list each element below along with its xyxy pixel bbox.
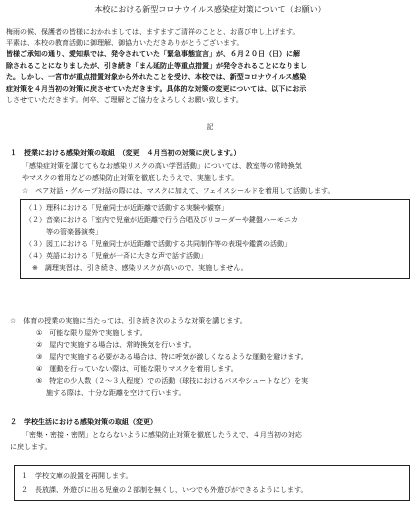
- box-item: ※ 調理実習は、引き続き、感染リスクが高いので、実施しません。: [25, 264, 248, 272]
- section2-text: に戻します。: [10, 443, 52, 451]
- page-title: 本校における新型コロナウイルス感染症対策について（お願い）: [94, 5, 326, 14]
- pe-lead: ☆ 体育の授業の実施に当たっては、引き続き次のような対策を講じます。: [10, 317, 247, 325]
- section1-text: 「感染症対策を講じてもなお感染リスクの高い学習活動」については、教室等の常時換気: [22, 162, 302, 170]
- section1-box: [20, 199, 410, 279]
- intro-line: 症対策を４月当初の対策に戻させていただきます。具体的な対策の変更については、以下にお示: [6, 85, 307, 93]
- box-item: ２ 長放課、外遊びに出る児童の２部制を無くし、いつでも外遊びができるようにします。: [21, 486, 308, 494]
- intro-line: 皆様ご承知の通り、愛知県では、発令されていた「緊急事態宣言」が、６月２０日（日）に解: [6, 50, 300, 58]
- pe-item: ② 屋内で実施する場合は、常時換気を行います。: [36, 341, 196, 349]
- box-item: （１）理科における「児童同士が近距離で活動する実験や観察」: [25, 204, 228, 212]
- section2-box: [14, 465, 410, 501]
- section1-note: ☆ ペア対話・グループ対話の際には、マスクに加えて、フェイスシールドを着用して活動します。: [22, 187, 335, 195]
- box-item: 等の管楽器演奏」: [25, 228, 102, 236]
- intro-line: しさせていただきます。何卒、ご理解とご協力をよろしくお願い致します。: [6, 96, 243, 104]
- box-item: （４）英語における「児童が一斉に大きな声で話す活動」: [25, 252, 207, 260]
- box-item: （３）図工における「児童同士が近距離で活動する共同制作等の表現や鑑賞の活動」: [25, 240, 291, 248]
- section1-heading: １ 授業における感染対策の取組 （変更 ４月当初の対策に戻します。）: [10, 149, 241, 157]
- ki-label: 記: [206, 123, 214, 131]
- box-item: （２）音楽における「室内で児童が近距離で行う合唱及びリコーダーや鍵盤ハーモニカ: [25, 216, 298, 224]
- pe-item: ① 可能な限り屋外で実施します。: [36, 329, 147, 337]
- pe-item: 施する際は、十分な距離を空けて行います。: [46, 389, 186, 397]
- pe-item: ③ 屋内で実施する必要がある場合は、特に呼気が激しくなるような運動を避けます。: [36, 353, 308, 361]
- section1-text: やマスクの着用などの感染防止対策を徹底したうえで、実施します。: [22, 174, 239, 182]
- box-item: １ 学校文庫の設置を再開します。: [21, 472, 133, 480]
- intro-line: 梅雨の候、保護者の皆様におかれましては、ますますご清祥のことと、お喜び申し上げます。: [6, 28, 300, 36]
- intro-line: た。しかし、一宮市が重点措置対象から外れたことを受け、本校では、新型コロナウイルス感染: [6, 73, 307, 81]
- intro-line: 平素は、本校の教育活動に御理解、御協力いただきありがとうございます。: [6, 39, 244, 47]
- pe-item: ⑤ 特定の少人数（２～３人程度）での活動（球技におけるパスやシュートなど）を実: [36, 377, 309, 385]
- section2-text: 「密集・密接・密閉」とならないように感染防止対策を徹底したうえで、４月当初の対応: [22, 431, 302, 439]
- section2-heading: ２ 学校生活における感染対策の取組（変更）: [10, 418, 157, 426]
- pe-item: ④ 運動を行っていない際は、可能な限りマスクを着用します。: [36, 365, 238, 373]
- intro-line: 除されることになりましたが、引き続き「まん延防止等重点措置」が発令されることになりまし: [6, 62, 307, 70]
